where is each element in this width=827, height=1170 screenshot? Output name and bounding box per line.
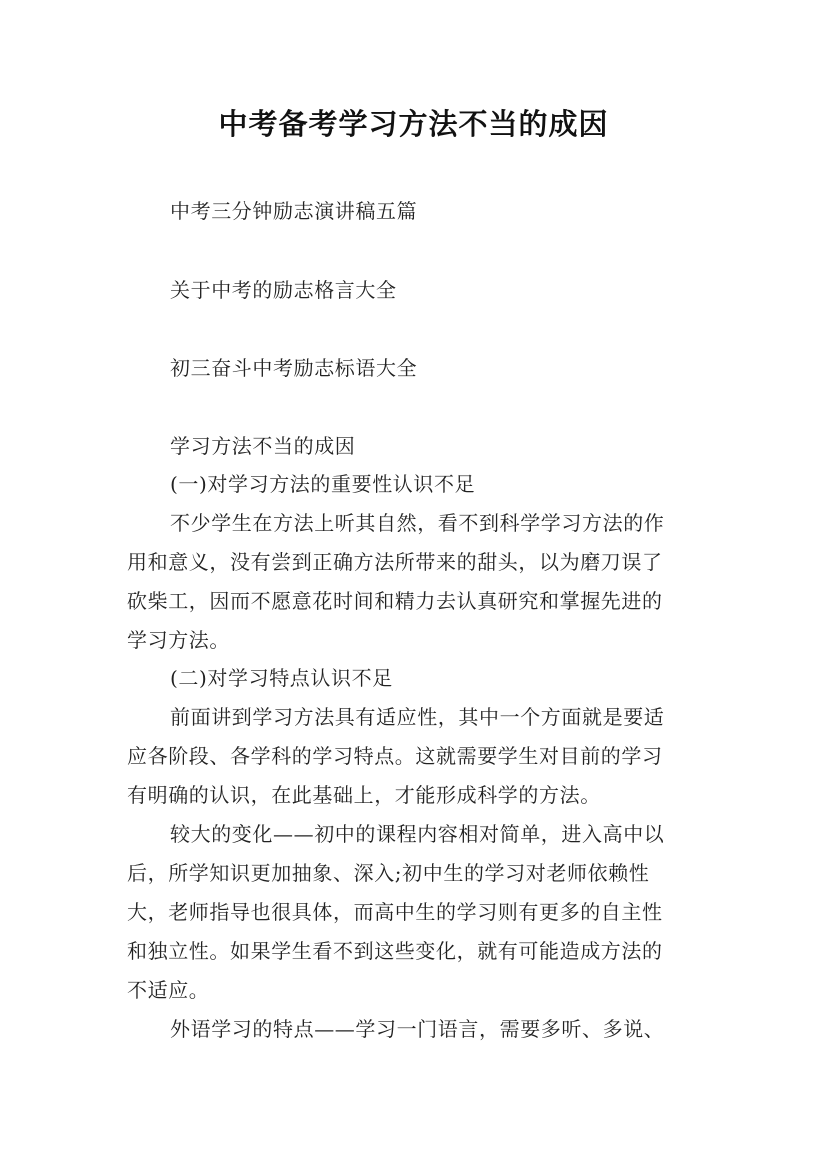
document-title: 中考备考学习方法不当的成因 [218,107,609,141]
paragraph-2-line: 前面讲到学习方法具有适应性，其中一个方面就是要适 [170,705,665,729]
paragraph-3-line: 和独立性。如果学生看不到这些变化，就有可能造成方法的 [127,939,663,963]
paragraph-1-line: 砍柴工，因而不愿意花时间和精力去认真研究和掌握先进的 [127,589,663,613]
related-link-2[interactable]: 关于中考的励志格言大全 [170,278,397,302]
paragraph-3-line: 不适应。 [127,978,210,1002]
paragraph-1-line: 不少学生在方法上听其自然，看不到科学学习方法的作 [170,511,665,535]
paragraph-3-line: 较大的变化——初中的课程内容相对简单，进入高中以 [170,822,665,846]
section-heading: 学习方法不当的成因 [170,434,356,458]
related-link-3[interactable]: 初三奋斗中考励志标语大全 [170,356,418,380]
sub-heading-2: (二)对学习特点认识不足 [170,666,393,690]
paragraph-1-line: 学习方法。 [127,628,230,652]
paragraph-2-line: 应各阶段、各学科的学习特点。这就需要学生对目前的学习 [127,744,663,768]
sub-heading-1: (一)对学习方法的重要性认识不足 [170,472,476,496]
paragraph-3-line: 后，所学知识更加抽象、深入;初中生的学习对老师依赖性 [127,861,650,885]
paragraph-1-line: 用和意义，没有尝到正确方法所带来的甜头，以为磨刀误了 [127,550,663,574]
paragraph-4-line: 外语学习的特点——学习一门语言，需要多听、多说、 [170,1017,665,1041]
paragraph-3-line: 大，老师指导也很具体，而高中生的学习则有更多的自主性 [127,900,663,924]
related-link-1[interactable]: 中考三分钟励志演讲稿五篇 [170,199,418,223]
paragraph-2-line: 有明确的认识，在此基础上，才能形成科学的方法。 [127,783,601,807]
